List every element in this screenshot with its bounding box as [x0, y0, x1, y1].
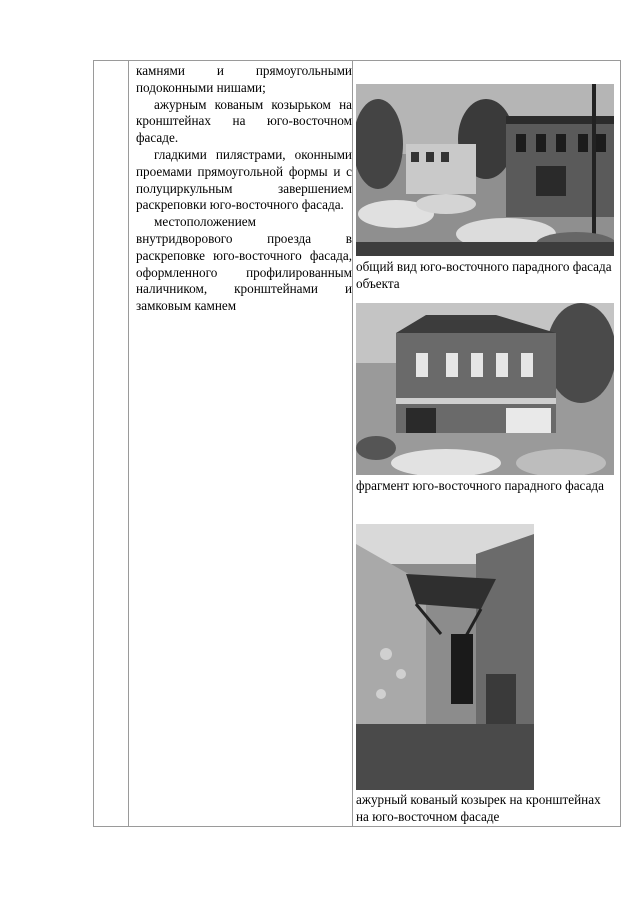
table-column-divider-2 — [352, 60, 353, 827]
table-border-left — [93, 60, 94, 827]
table-border-bottom — [93, 826, 621, 827]
photo-facade-fragment — [356, 303, 614, 475]
caption-photo-2: фрагмент юго-восточного парадного фасада — [356, 478, 604, 493]
description-para-1: камнями и прямоугольными подоконными нишами; — [136, 63, 352, 95]
description-para-3: гладкими пилястрами, оконными проемами прямоугольной формы и с полуциркульным завершением раскреповки юго-восточного фасада. — [136, 146, 352, 213]
description-para-4: местоположением внутридворового проезда в раскреповке юго-восточного фасада, оформленного профилированным наличником, кронштейнами и замковым камнем — [136, 214, 352, 314]
table-column-divider-1 — [128, 60, 129, 827]
photo-wrought-canopy — [356, 524, 534, 790]
table-border-top — [93, 60, 621, 61]
table-border-right — [620, 60, 621, 827]
photo-facade-general-view — [356, 84, 614, 256]
caption-photo-1: общий вид юго-восточного парадного фасада объекта — [356, 259, 612, 291]
caption-photo-3: ажурный кованый козырек на кронштейнах на юго-восточном фасаде — [356, 792, 601, 824]
description-cell — [136, 63, 352, 315]
description-para-2: ажурным кованым козырьком на кронштейнах на юго-восточном фасаде. — [136, 96, 352, 146]
